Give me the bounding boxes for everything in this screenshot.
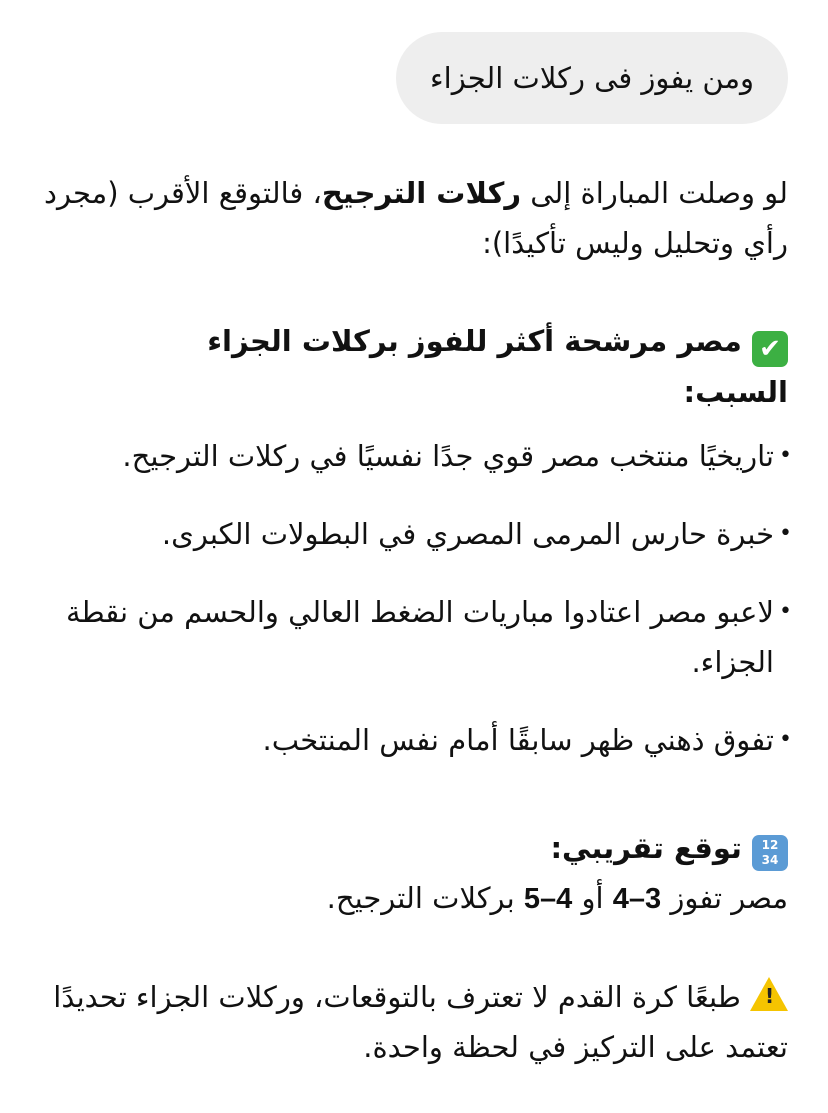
- numbers-icon-bottom: 34: [761, 853, 779, 867]
- list-item: • تاريخيًا منتخب مصر قوي جدًا نفسيًا في ركلات الترجيح.: [28, 431, 788, 481]
- user-message-bubble: [396, 32, 788, 124]
- intro-paragraph: [28, 168, 788, 268]
- warning-icon-mark: !: [765, 984, 775, 1008]
- score-first: 4–3: [612, 883, 662, 915]
- intro-after: ، فالتوقع الأقرب (مجرد رأي وتحليل وليس تأكيدًا):: [44, 176, 788, 260]
- reason-heading: السبب:: [683, 375, 788, 409]
- list-item: • لاعبو مصر اعتادوا مباريات الضغط العالي والحسم من نقطة الجزاء.: [28, 587, 788, 687]
- numbers-icon-top: 12: [761, 838, 779, 852]
- intro-bold: ركلات الترجيح: [321, 176, 522, 210]
- prediction-before: مصر تفوز: [661, 881, 788, 915]
- prediction-heading: [28, 823, 788, 873]
- prediction-paragraph: [28, 873, 788, 924]
- warning-icon: [750, 977, 788, 1011]
- user-message-text: ومن يفوز فى ركلات الجزاء: [430, 61, 754, 95]
- intro-before: لو وصلت المباراة إلى: [521, 176, 788, 210]
- prediction-heading-text: توقع تقريبي:: [550, 831, 742, 865]
- list-item: • خبرة حارس المرمى المصري في البطولات الكبرى.: [28, 509, 788, 559]
- prediction-after: بركلات الترجيح.: [326, 881, 524, 915]
- score-second: 5–4: [523, 883, 573, 915]
- verdict-heading: [28, 316, 788, 367]
- reasons-list: [28, 431, 788, 765]
- prediction-or: أو: [572, 881, 613, 915]
- verdict-text: مصر مرشحة أكثر للفوز بركلات الجزاء: [207, 324, 742, 358]
- warning-paragraph: [28, 972, 788, 1072]
- warning-text: طبعًا كرة القدم لا تعترف بالتوقعات، وركلات الجزاء تحديدًا تعتمد على التركيز في لحظة واحدة.: [53, 980, 788, 1064]
- assistant-reply: [28, 168, 788, 1072]
- check-mark-icon: ✔: [752, 331, 788, 367]
- list-item: • تفوق ذهني ظهر سابقًا أمام نفس المنتخب.: [28, 715, 788, 765]
- numbers-icon: [752, 835, 788, 871]
